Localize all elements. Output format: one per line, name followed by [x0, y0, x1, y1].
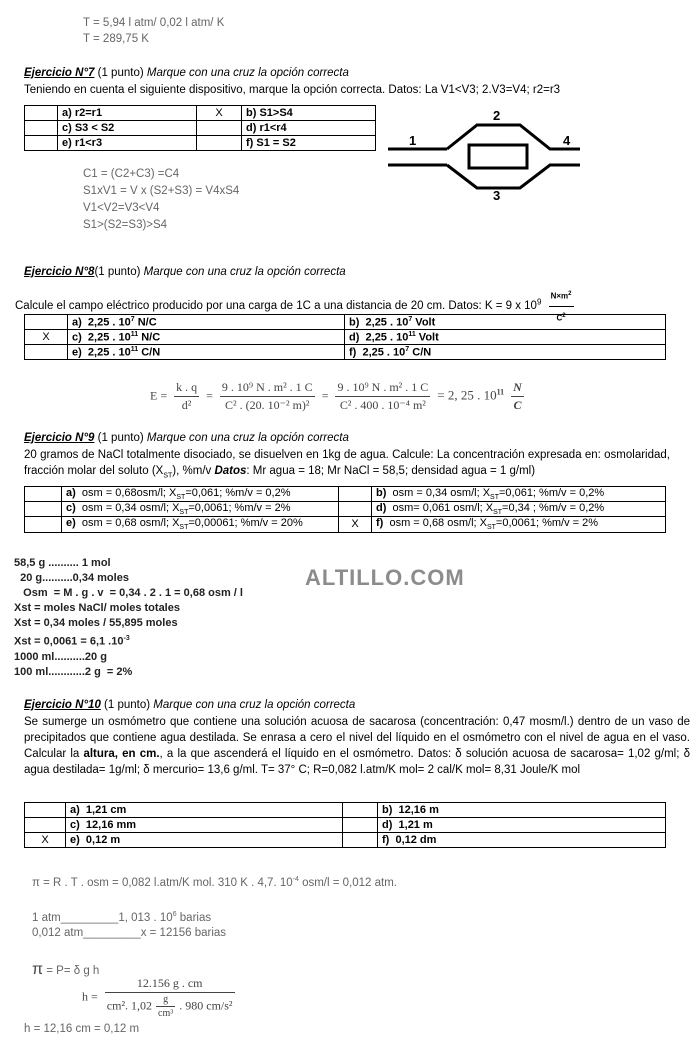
ex7-points: (1 punto) — [97, 67, 144, 79]
option-b[interactable]: b) 12,16 m — [378, 803, 666, 818]
table-row — [25, 818, 666, 833]
fraction: 12.156 g . cm cm². 1,02 $\frac{g}{\text{cm³}}$ . 980 cm/s² — [106, 976, 233, 1019]
option-mark[interactable] — [25, 803, 66, 818]
fraction: $\frac{k . q}{\text{d²}}$ — [176, 380, 198, 412]
ex10-final-result: h = 12,16 cm = 0,12 m — [24, 1023, 140, 1035]
option-mark[interactable]: X — [25, 833, 66, 848]
ex8-options-table — [24, 314, 666, 360]
diagram-label-1: 1 — [409, 133, 417, 148]
calc-line: Xst = 0,34 moles / 55,895 moles — [14, 617, 178, 629]
ex10-points: (1 punto) — [104, 699, 151, 711]
calc-line: C1 = (C2+C3) =C4 — [83, 168, 180, 180]
option-mark[interactable] — [25, 106, 58, 121]
ex9-heading — [24, 432, 349, 444]
option-mark[interactable] — [25, 345, 68, 360]
diagram-label-4: 4 — [563, 133, 571, 148]
option-d[interactable]: d) osm= 0,061 osm/l; $X_{ST}=0,34$ ; %m/v = 0,2% — [372, 502, 666, 517]
option-mark[interactable] — [339, 487, 372, 502]
table-row — [25, 136, 376, 151]
ex8-instruction: Marque con una cruz la opción correcta — [143, 266, 346, 278]
option-mark[interactable] — [343, 803, 378, 818]
option-a[interactable]: a) 1,21 cm — [66, 803, 343, 818]
k-unit-fraction: $\frac{N\times m^2}{C^2}$ — [549, 286, 574, 326]
fraction: $\frac{\text{9 . 10⁹ N . m² . 1 C}}{\text{C² . 400 . 10⁻⁴ m²}}$ — [337, 380, 429, 412]
ex7-calculation — [83, 166, 239, 234]
option-mark[interactable] — [25, 315, 68, 330]
option-mark[interactable] — [25, 502, 62, 517]
ex10-statement: Se sumerge un osmómetro que contiene una solución acuosa de sacarosa (concentración: 0,47 mosm/l.) dentro de un vaso de precipitados que contiene agua destilada. Se enrasa a cero el nivel del líquido en el osmómetro con el nivel de agua en el vaso. Calcular la altura, en cm., a la que ascenderá el líquido en el osmómetro. Datos: δ solución acuosa de sacarosa= 1,02 g/ml; δ agua destilada= 1g/ml; δ mercurio= 13,6 g/ml. T= 37° C; R=0,082 l.atm/K mol= 2 cal/K mol= 8,31 Joule/K mol — [24, 716, 690, 776]
ex9-points: (1 punto) — [97, 432, 144, 444]
option-b[interactable]: b) osm = 0,34 osm/l; $X_{ST}=0,061$; %m/v = 0,2% — [372, 487, 666, 502]
ex9-instruction: Marque con una cruz la opción correcta — [146, 432, 349, 444]
ex9-statement: 20 gramos de NaCl totalmente disociado, se disuelven en 1kg de agua. Calcule: La concentración expresada en: osmolaridad, fracción molar del soluto $(X_{ST})$, %m/v Datos: Mr agua = 18; Mr NaCl = 58,5; densidad agua = 1 g/ml) — [24, 449, 670, 480]
option-f[interactable]: f) 2,25 . $10^7$ C/N — [345, 345, 666, 360]
ex10-number: Ejercicio N°10 — [24, 699, 101, 711]
option-mark[interactable] — [339, 502, 372, 517]
option-a[interactable]: a) r2=r1 — [58, 106, 197, 121]
option-mark[interactable]: X — [25, 330, 68, 345]
option-mark[interactable] — [197, 136, 242, 151]
option-mark[interactable] — [25, 487, 62, 502]
calc-line: S1>(S2=S3)>S4 — [83, 219, 168, 231]
calc-line: 1000 ml..........20 g — [14, 650, 107, 663]
calc-line: Xst = 0,0061 = 6,1 $.10^{-3}$ — [14, 635, 130, 648]
option-e[interactable]: e) r1<r3 — [58, 136, 197, 151]
calc-line: 1 atm_________1, 013 . $10^6$ barias — [32, 911, 212, 924]
calc-line: T = 5,94 l atm/ 0,02 l atm/ K — [83, 17, 225, 29]
option-f[interactable]: f) osm = 0,68 osm/l; $X_{ST}=0,0061$; %m/v = 2% — [372, 517, 666, 532]
option-mark[interactable]: X — [197, 106, 242, 121]
fraction: $\frac{\text{9 . 10⁹ N . m² . 1 C}}{\text{C² . (20. 10⁻² m)²}}$ — [221, 380, 313, 412]
tube-diagram — [385, 103, 585, 213]
table-row — [25, 106, 376, 121]
ex10-heading — [24, 699, 355, 711]
ex10-height-formula: h = 12.156 g . cm cm². 1,02 $\frac{g}{\text{cm³}}$ . 980 cm/s² — [82, 976, 233, 1019]
ex7-options-table — [24, 105, 376, 151]
top-calculation — [83, 16, 224, 47]
table-row — [25, 833, 666, 848]
option-f[interactable]: f) S1 = S2 — [242, 136, 376, 151]
diagram-label-2: 2 — [493, 108, 501, 123]
option-mark[interactable] — [343, 833, 378, 848]
ex10-options-table — [24, 802, 666, 848]
calc-line: 100 ml............2 g = 2% — [14, 665, 133, 678]
ex7-instruction: Marque con una cruz la opción correcta — [146, 67, 349, 79]
table-row — [25, 517, 666, 532]
ex10-pressure-eq: π = P= δ g h — [32, 961, 100, 978]
option-a[interactable]: a) osm = 0,68osm/l; $X_{ST}=0,061$; %m/v = 0,2% — [62, 487, 339, 502]
option-c[interactable]: c) 12,16 mm — [66, 818, 343, 833]
option-f[interactable]: f) 0,12 dm — [378, 833, 666, 848]
table-row — [25, 803, 666, 818]
ex8-number: Ejercicio N°8 — [24, 266, 95, 278]
option-e[interactable]: e) osm = 0,68 osm/l; $X_{ST}=0,00061$; %m/v = 20% — [62, 517, 339, 532]
option-mark[interactable] — [343, 818, 378, 833]
table-row — [25, 121, 376, 136]
ex10-instruction: Marque con una cruz la opción correcta — [153, 699, 356, 711]
ex8-formula: E = $\frac{k . q}{\text{d²}}$ = $\frac{\text{9 . 10⁹ N . m² . 1 C}}{\text{C² . (20. 10⁻² m)²}}$ = $\frac{\text{9 . 10⁹ N . m² . 1 C}}{\text{C² . 400 . 10⁻⁴ m²}}$ = 2, 25 . $10^{11}$ $\frac{N}{C}$ — [150, 380, 522, 412]
ex10-pi-line: π = R . T . osm = 0,082 l.atm/K mol. 310 K . 4,7. $10^{-4}$ osm/l = 0,012 atm. — [32, 876, 397, 889]
option-e[interactable]: e) 2,25 . $10^{11}$ C/N — [68, 345, 345, 360]
option-a[interactable]: a) 2,25 . $10^7$ N/C — [68, 315, 345, 330]
ex7-statement: Teniendo en cuenta el siguiente dispositivo, marque la opción correcta. Datos: La V1<V3; 2.V3=V4; r2=r3 — [24, 84, 561, 96]
option-c[interactable]: c) 2,25 . $10^{11}$ N/C — [68, 330, 345, 345]
ex9-number: Ejercicio N°9 — [24, 432, 95, 444]
option-d[interactable]: d) 1,21 m — [378, 818, 666, 833]
calc-line: Xst = moles NaCl/ moles totales — [14, 602, 180, 614]
calc-line: Osm = M . g . v = 0,34 . 2 . 1 = 0,68 osm / l — [14, 587, 243, 599]
calc-line: 0,012 atm_________x = 12156 barias — [32, 927, 227, 940]
ex10-conversion — [32, 907, 226, 942]
diagram-label-3: 3 — [493, 188, 501, 203]
option-mark[interactable] — [197, 121, 242, 136]
option-c[interactable]: c) S3 < S2 — [58, 121, 197, 136]
ex9-calculation — [14, 556, 243, 680]
ex7-number: Ejercicio N°7 — [24, 67, 95, 79]
watermark-logo: ALTILLO.COM — [305, 565, 465, 590]
calc-line: S1xV1 = V x (S2+S3) = V4xS4 — [83, 185, 240, 197]
ex7-heading — [24, 67, 349, 79]
option-d[interactable]: d) r1<r4 — [242, 121, 376, 136]
option-mark[interactable] — [25, 818, 66, 833]
ex8-heading — [24, 266, 346, 278]
ex8-statement: Calcule el campo eléctrico producido por una carga de 1C a una distancia de 20 cm. Datos: K = 9 x $10^9$ $\frac{N\times m^2}{C^2}$ — [15, 286, 578, 326]
table-row — [25, 487, 666, 502]
calc-line: 58,5 g .......... 1 mol — [14, 557, 111, 569]
option-mark[interactable]: X — [339, 517, 372, 532]
option-mark[interactable] — [25, 517, 62, 532]
table-row — [25, 330, 666, 345]
ex8-points: (1 punto) — [94, 266, 141, 278]
unit-fraction: $\frac{N}{C}$ — [513, 380, 522, 412]
table-row — [25, 345, 666, 360]
table-row — [25, 502, 666, 517]
table-row — [25, 315, 666, 330]
calc-line: V1<V2=V3<V4 — [83, 202, 160, 214]
option-e[interactable]: e) 0,12 m — [66, 833, 343, 848]
option-d[interactable]: d) 2,25 . $10^{11}$ Volt — [345, 330, 666, 345]
calc-line: T = 289,75 K — [83, 32, 149, 45]
option-mark[interactable] — [25, 121, 58, 136]
option-b[interactable]: b) 2,25 . $10^7$ Volt — [345, 315, 666, 330]
calc-line: 20 g..........0,34 moles — [14, 572, 129, 584]
option-c[interactable]: c) osm = 0,34 osm/l; $X_{ST}=0,0061$; %m/v = 2% — [62, 502, 339, 517]
option-b[interactable]: b) S1>S4 — [242, 106, 376, 121]
ex9-options-table — [24, 486, 666, 533]
option-mark[interactable] — [25, 136, 58, 151]
